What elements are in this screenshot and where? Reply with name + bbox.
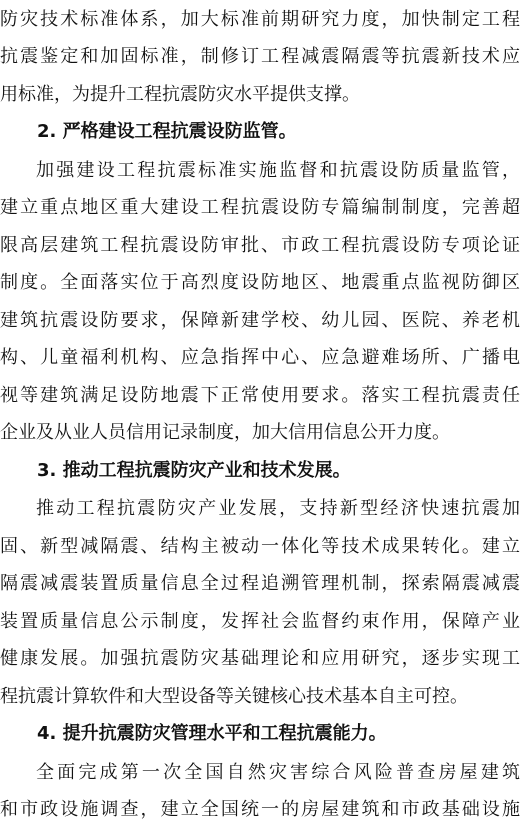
body-line: 限高层建筑工程抗震设防审批、市政工程抗震设防专项论证 — [0, 235, 520, 256]
body-line: 推动工程抗震防灾产业发展，支持新型经济快速抗震加 — [36, 498, 520, 519]
section-heading-2: 2. 严格建设工程抗震设防监管。 — [37, 121, 297, 142]
body-line: 固、新型减隔震、结构主被动一体化等技术成果转化。建立 — [0, 536, 520, 557]
body-line: 程抗震计算软件和大型设备等关键核心技术基本自主可控。 — [0, 686, 468, 707]
body-line: 装置质量信息公示制度，发挥社会监督约束作用，保障产业 — [0, 611, 520, 632]
body-line: 抗震鉴定和加固标准，制修订工程减震隔震等抗震新技术应 — [0, 46, 520, 67]
body-line: 加强建设工程抗震标准实施监督和抗震设防质量监管， — [36, 160, 520, 181]
body-line: 构、儿童福利机构、应急指挥中心、应急避难场所、广播电 — [0, 347, 520, 368]
body-line: 健康发展。加强抗震防灾基础理论和应用研究，逐步实现工 — [0, 648, 520, 669]
section-heading-3: 3. 推动工程抗震防灾产业和技术发展。 — [37, 460, 351, 481]
body-line: 视等建筑满足设防地震下正常使用要求。落实工程抗震责任 — [0, 385, 520, 406]
body-line: 隔震减震装置质量信息全过程追溯管理机制，探索隔震减震 — [0, 573, 520, 594]
body-line: 制度。全面落实位于高烈度设防地区、地震重点监视防御区 — [0, 272, 520, 293]
body-line: 建筑抗震设防要求，保障新建学校、幼儿园、医院、养老机 — [0, 310, 520, 331]
section-heading-4: 4. 提升抗震防灾管理水平和工程抗震能力。 — [37, 723, 387, 744]
body-line: 用标准，为提升工程抗震防灾水平提供支撑。 — [0, 84, 360, 105]
body-line: 和市政设施调查，建立全国统一的房屋建筑和市政基础设施 — [0, 799, 520, 820]
body-line: 全面完成第一次全国自然灾害综合风险普查房屋建筑 — [36, 762, 520, 783]
body-line: 防灾技术标准体系，加大标准前期研究力度，加快制定工程 — [0, 9, 520, 30]
body-line: 企业及从业人员信用记录制度，加大信用信息公开力度。 — [0, 422, 450, 443]
body-line: 建立重点地区重大建设工程抗震设防专篇编制制度，完善超 — [0, 197, 520, 218]
